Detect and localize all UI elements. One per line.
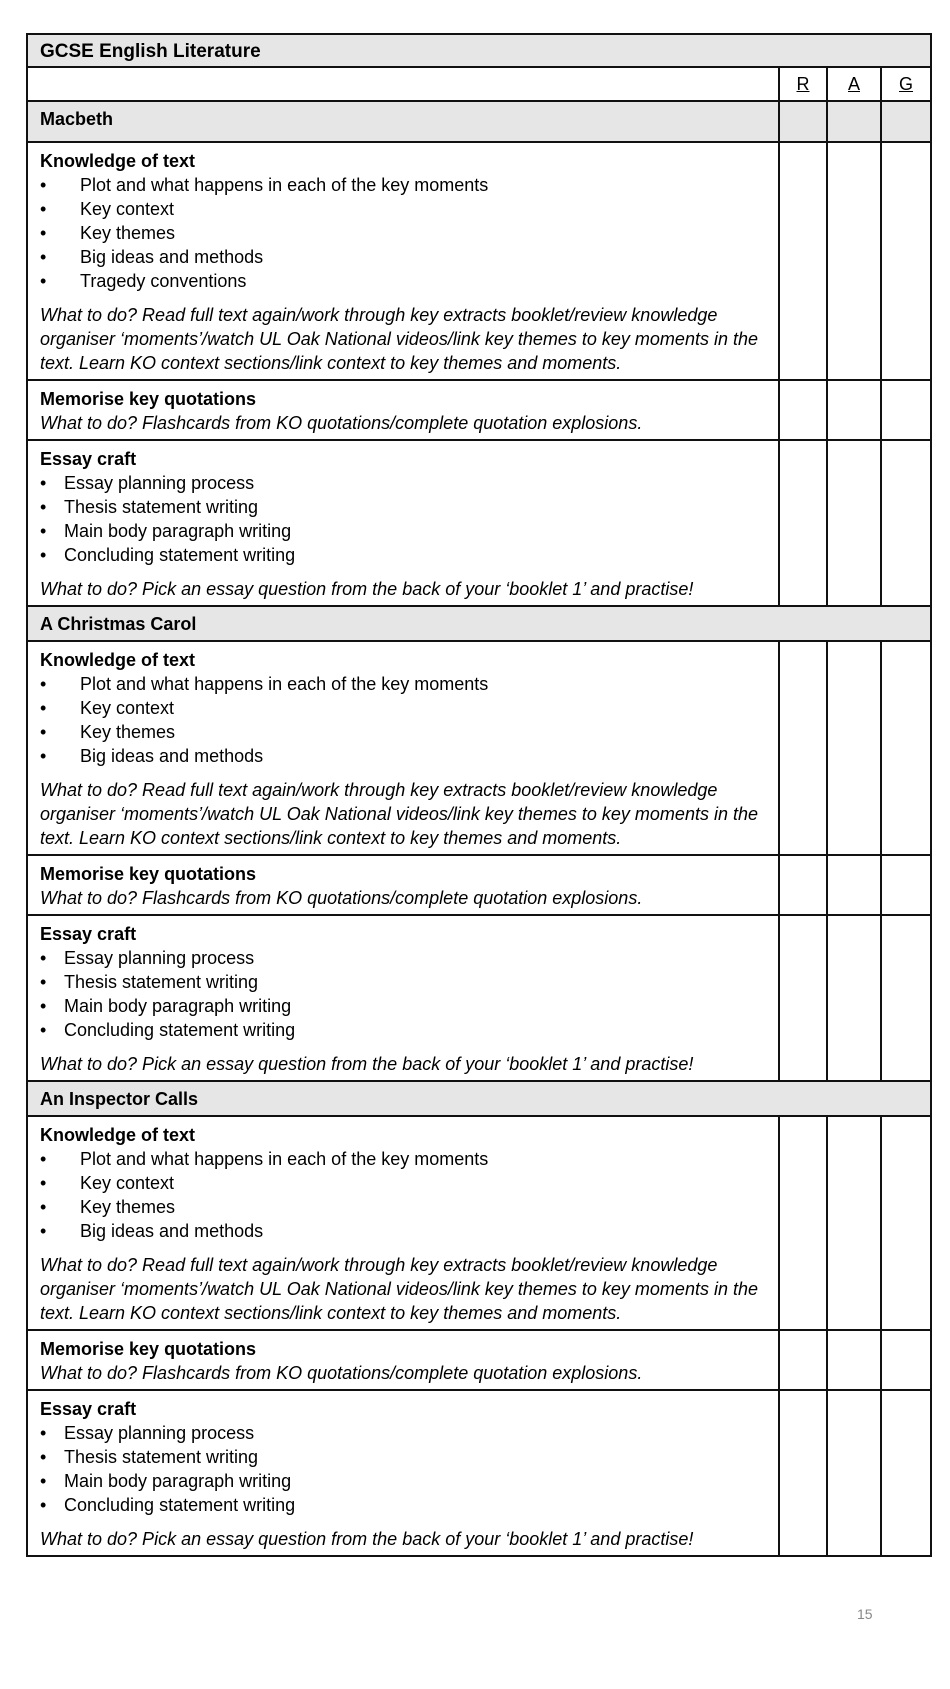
an-inspector-calls-essay-rag-a-cell[interactable] (827, 1390, 881, 1556)
bullet-marker: • (40, 1149, 47, 1169)
section-header-row-a-christmas-carol (27, 606, 931, 641)
rag-checklist-table (26, 33, 932, 1557)
list-item (40, 1195, 768, 1219)
bullet-marker: • (40, 1020, 47, 1040)
header-r (779, 67, 827, 101)
macbeth-essay-rag-r-cell[interactable] (779, 440, 827, 606)
an-inspector-calls-essay-rag-g-cell[interactable] (881, 1390, 931, 1556)
bullet-marker: • (40, 1471, 47, 1491)
macbeth-essay-rag-g-cell[interactable] (881, 440, 931, 606)
bullet-text: Plot and what happens in each of the key moments (80, 674, 489, 694)
bullet-text: Thesis statement writing (64, 972, 259, 992)
essay-bullet-list (40, 1421, 768, 1517)
essay-cell (27, 1390, 779, 1556)
todo-text: What to do? Flashcards from KO quotations/complete quotation explosions. (40, 888, 643, 908)
knowledge-cell (27, 1116, 779, 1330)
item-title: Knowledge of text (40, 1125, 196, 1145)
bullet-marker: • (40, 1173, 47, 1193)
section-grey-cell (827, 101, 881, 142)
macbeth-quotations-rag-a-cell[interactable] (827, 380, 881, 440)
knowledge-row-macbeth (27, 142, 931, 380)
list-item (40, 1421, 768, 1445)
bullet-text: Key context (80, 199, 175, 219)
bullet-marker: • (40, 497, 47, 517)
list-item (40, 1445, 768, 1469)
todo-text: What to do? Pick an essay question from the back of your ‘booklet 1’ and practise! (40, 579, 694, 599)
an-inspector-calls-knowledge-rag-g-cell[interactable] (881, 1116, 931, 1330)
item-title: Memorise key quotations (40, 864, 257, 884)
quotations-row-a-christmas-carol (27, 855, 931, 915)
bullet-text: Key themes (80, 223, 176, 243)
quotations-cell (27, 1330, 779, 1390)
section-title: Macbeth (27, 101, 779, 142)
todo-text: What to do? Read full text again/work through key extracts booklet/review knowledge organiser ‘moments’/watch UL Oak National videos/link key themes to key moments in the text. Learn KO context sections/link context to key themes and moments. (40, 1255, 758, 1323)
an-inspector-calls-quotations-rag-a-cell[interactable] (827, 1330, 881, 1390)
list-item (40, 471, 768, 495)
list-item (40, 1469, 768, 1493)
an-inspector-calls-essay-rag-r-cell[interactable] (779, 1390, 827, 1556)
bullet-text: Key themes (80, 722, 176, 742)
essay-row-macbeth (27, 440, 931, 606)
todo-text: What to do? Flashcards from KO quotations/complete quotation explosions. (40, 413, 643, 433)
macbeth-knowledge-rag-r-cell[interactable] (779, 142, 827, 380)
knowledge-bullet-list (40, 672, 768, 768)
a-christmas-carol-knowledge-rag-r-cell[interactable] (779, 641, 827, 855)
item-title: Essay craft (40, 449, 137, 469)
list-item (40, 744, 768, 768)
header-r-label: R (796, 74, 810, 94)
list-item (40, 696, 768, 720)
a-christmas-carol-knowledge-rag-a-cell[interactable] (827, 641, 881, 855)
bullet-marker: • (40, 1447, 47, 1467)
knowledge-bullet-list (40, 1147, 768, 1243)
bullet-text: Main body paragraph writing (64, 521, 292, 541)
bullet-marker: • (40, 674, 47, 694)
essay-bullet-list (40, 471, 768, 567)
todo-text: What to do? Read full text again/work through key extracts booklet/review knowledge organiser ‘moments’/watch UL Oak National videos/link key themes to key moments in the text. Learn KO context sections/link context to key themes and moments. (40, 780, 758, 848)
item-title: Essay craft (40, 924, 137, 944)
bullet-marker: • (40, 199, 47, 219)
item-title: Memorise key quotations (40, 389, 257, 409)
bullet-text: Essay planning process (64, 473, 255, 493)
list-item (40, 269, 768, 293)
essay-row-an-inspector-calls (27, 1390, 931, 1556)
a-christmas-carol-essay-rag-a-cell[interactable] (827, 915, 881, 1081)
todo-text: What to do? Pick an essay question from the back of your ‘booklet 1’ and practise! (40, 1054, 694, 1074)
bullet-marker: • (40, 223, 47, 243)
section-grey-cell (779, 101, 827, 142)
knowledge-cell (27, 641, 779, 855)
page-title: GCSE English Literature (27, 34, 931, 67)
bullet-text: Big ideas and methods (80, 1221, 264, 1241)
bullet-text: Concluding statement writing (64, 1020, 296, 1040)
rag-header-row (27, 67, 931, 101)
list-item (40, 1018, 768, 1042)
header-g-label: G (899, 74, 914, 94)
list-item (40, 970, 768, 994)
list-item (40, 946, 768, 970)
a-christmas-carol-knowledge-rag-g-cell[interactable] (881, 641, 931, 855)
an-inspector-calls-quotations-rag-g-cell[interactable] (881, 1330, 931, 1390)
header-a-label: A (847, 74, 860, 94)
bullet-marker: • (40, 746, 47, 766)
knowledge-row-a-christmas-carol (27, 641, 931, 855)
list-item (40, 197, 768, 221)
quotations-cell (27, 855, 779, 915)
an-inspector-calls-knowledge-rag-r-cell[interactable] (779, 1116, 827, 1330)
list-item (40, 1219, 768, 1243)
item-title: Knowledge of text (40, 650, 196, 670)
knowledge-cell (27, 142, 779, 380)
an-inspector-calls-knowledge-rag-a-cell[interactable] (827, 1116, 881, 1330)
list-item (40, 519, 768, 543)
an-inspector-calls-quotations-rag-r-cell[interactable] (779, 1330, 827, 1390)
section-title: An Inspector Calls (27, 1081, 931, 1116)
list-item (40, 994, 768, 1018)
macbeth-quotations-rag-r-cell[interactable] (779, 380, 827, 440)
essay-row-a-christmas-carol (27, 915, 931, 1081)
essay-bullet-list (40, 946, 768, 1042)
bullet-marker: • (40, 521, 47, 541)
bullet-text: Big ideas and methods (80, 247, 264, 267)
a-christmas-carol-quotations-rag-r-cell[interactable] (779, 855, 827, 915)
macbeth-knowledge-rag-g-cell[interactable] (881, 142, 931, 380)
title-row (27, 34, 931, 67)
bullet-marker: • (40, 473, 47, 493)
bullet-text: Key context (80, 698, 175, 718)
a-christmas-carol-essay-rag-g-cell[interactable] (881, 915, 931, 1081)
bullet-text: Thesis statement writing (64, 1447, 259, 1467)
section-header-row-an-inspector-calls (27, 1081, 931, 1116)
bullet-text: Concluding statement writing (64, 1495, 296, 1515)
a-christmas-carol-quotations-rag-a-cell[interactable] (827, 855, 881, 915)
list-item (40, 1147, 768, 1171)
bullet-marker: • (40, 271, 47, 291)
bullet-marker: • (40, 1423, 47, 1443)
header-g (881, 67, 931, 101)
essay-cell (27, 915, 779, 1081)
list-item (40, 245, 768, 269)
bullet-text: Key context (80, 1173, 175, 1193)
todo-text: What to do? Read full text again/work through key extracts booklet/review knowledge organiser ‘moments’/watch UL Oak National videos/link key themes to key moments in the text. Learn KO context sections/link context to key themes and moments. (40, 305, 758, 373)
list-item (40, 1493, 768, 1517)
section-grey-cell (881, 101, 931, 142)
a-christmas-carol-essay-rag-r-cell[interactable] (779, 915, 827, 1081)
bullet-marker: • (40, 972, 47, 992)
bullet-text: Tragedy conventions (80, 271, 247, 291)
bullet-text: Concluding statement writing (64, 545, 296, 565)
header-a (827, 67, 881, 101)
list-item (40, 1171, 768, 1195)
item-title: Essay craft (40, 1399, 137, 1419)
bullet-text: Plot and what happens in each of the key moments (80, 1149, 489, 1169)
bullet-text: Key themes (80, 1197, 176, 1217)
macbeth-knowledge-rag-a-cell[interactable] (827, 142, 881, 380)
quotations-row-macbeth (27, 380, 931, 440)
bullet-marker: • (40, 545, 47, 565)
list-item (40, 543, 768, 567)
macbeth-quotations-rag-g-cell[interactable] (881, 380, 931, 440)
bullet-marker: • (40, 175, 47, 195)
section-title: A Christmas Carol (27, 606, 931, 641)
bullet-text: Essay planning process (64, 1423, 255, 1443)
todo-text: What to do? Flashcards from KO quotations/complete quotation explosions. (40, 1363, 643, 1383)
list-item (40, 720, 768, 744)
list-item (40, 672, 768, 696)
quotations-row-an-inspector-calls (27, 1330, 931, 1390)
item-title: Knowledge of text (40, 151, 196, 171)
header-blank-cell (27, 67, 779, 101)
bullet-marker: • (40, 948, 47, 968)
a-christmas-carol-quotations-rag-g-cell[interactable] (881, 855, 931, 915)
bullet-marker: • (40, 722, 47, 742)
todo-text: What to do? Pick an essay question from the back of your ‘booklet 1’ and practise! (40, 1529, 694, 1549)
bullet-marker: • (40, 1495, 47, 1515)
bullet-marker: • (40, 1221, 47, 1241)
quotations-cell (27, 380, 779, 440)
essay-cell (27, 440, 779, 606)
bullet-text: Plot and what happens in each of the key moments (80, 175, 489, 195)
list-item (40, 221, 768, 245)
bullet-text: Main body paragraph writing (64, 1471, 292, 1491)
page-number: 15 (857, 1606, 873, 1622)
section-header-row-macbeth (27, 101, 931, 142)
list-item (40, 495, 768, 519)
bullet-text: Thesis statement writing (64, 497, 259, 517)
list-item (40, 173, 768, 197)
bullet-text: Main body paragraph writing (64, 996, 292, 1016)
bullet-text: Essay planning process (64, 948, 255, 968)
bullet-marker: • (40, 996, 47, 1016)
bullet-marker: • (40, 247, 47, 267)
bullet-text: Big ideas and methods (80, 746, 264, 766)
bullet-marker: • (40, 698, 47, 718)
macbeth-essay-rag-a-cell[interactable] (827, 440, 881, 606)
bullet-marker: • (40, 1197, 47, 1217)
knowledge-bullet-list (40, 173, 768, 293)
knowledge-row-an-inspector-calls (27, 1116, 931, 1330)
item-title: Memorise key quotations (40, 1339, 257, 1359)
